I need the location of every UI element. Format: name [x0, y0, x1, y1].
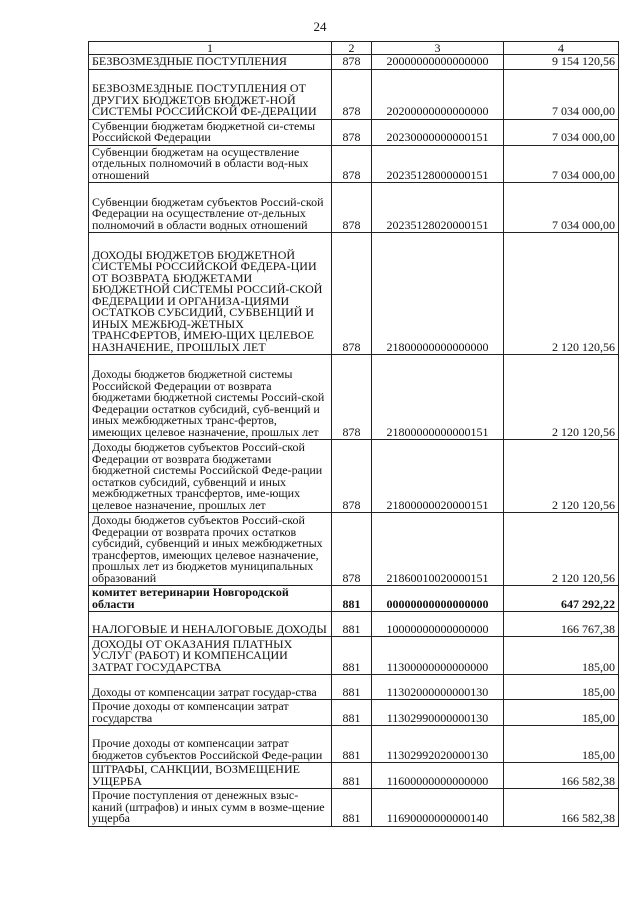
- row-classification-code-cell: 21800000000000000: [372, 233, 504, 355]
- row-classification-code-cell: 20000000000000000: [372, 55, 504, 70]
- header-col-3: 3: [372, 42, 504, 55]
- row-classification-code-cell: 00000000000000000: [372, 586, 504, 612]
- row-classification-code-cell: 11300000000000000: [372, 637, 504, 675]
- table-row: [89, 700, 619, 726]
- row-admin-code-cell: 878: [332, 233, 372, 355]
- row-name-cell: Прочие доходы от компенсации затрат бюджетов субъектов Российской Феде-рации: [89, 726, 332, 763]
- header-col-1: 1: [89, 42, 332, 55]
- row-amount-cell: 185,00: [504, 700, 619, 726]
- row-amount-cell: 185,00: [504, 637, 619, 675]
- table-row: [89, 440, 619, 513]
- row-admin-code-cell: 881: [332, 763, 372, 789]
- row-classification-code-cell: 11600000000000000: [372, 763, 504, 789]
- row-name-cell: БЕЗВОЗМЕЗДНЫЕ ПОСТУПЛЕНИЯ: [89, 55, 332, 70]
- row-name-cell: ШТРАФЫ, САНКЦИИ, ВОЗМЕЩЕНИЕ УЩЕРБА: [89, 763, 332, 789]
- row-name-cell: Доходы от компенсации затрат государ-ства: [89, 675, 332, 700]
- row-name-cell: ДОХОДЫ БЮДЖЕТОВ БЮДЖЕТНОЙ СИСТЕМЫ РОССИЙСКОЙ ФЕДЕРА-ЦИИ ОТ ВОЗВРАТА БЮДЖЕТАМИ БЮДЖЕТНОЙ СИСТЕМЫ РОССИЙ-СКОЙ ФЕДЕРАЦИИ И ОРГАНИЗА-ЦИЯМИ ОСТАТКОВ СУБСИДИЙ, СУБВЕНЦИЙ И ИНЫХ МЕЖБЮД-ЖЕТНЫХ ТРАНСФЕРТОВ, ИМЕЮ-ЩИХ ЦЕЛЕВОЕ НАЗНАЧЕНИЕ, ПРОШЛЫХ ЛЕТ: [89, 233, 332, 355]
- row-classification-code-cell: 11690000000000140: [372, 789, 504, 827]
- table-row: [89, 513, 619, 586]
- row-name-cell: Субвенции бюджетам бюджетной си-стемы Российской Федерации: [89, 119, 332, 145]
- row-admin-code-cell: 878: [332, 69, 372, 119]
- row-admin-code-cell: 881: [332, 637, 372, 675]
- row-classification-code-cell: 21800000000000151: [372, 355, 504, 440]
- row-amount-cell: 2 120 120,56: [504, 513, 619, 586]
- row-classification-code-cell: 21800000020000151: [372, 440, 504, 513]
- revenue-table: [88, 41, 619, 827]
- row-amount-cell: 166 582,38: [504, 789, 619, 827]
- row-name-cell: Субвенции бюджетам на осуществление отдельных полномочий в области вод-ных отношений: [89, 145, 332, 183]
- row-admin-code-cell: 881: [332, 586, 372, 612]
- row-classification-code-cell: 11302990000000130: [372, 700, 504, 726]
- page-number: 24: [313, 19, 327, 34]
- row-classification-code-cell: 10000000000000000: [372, 612, 504, 637]
- row-amount-cell: 9 154 120,56: [504, 55, 619, 70]
- row-name-cell: БЕЗВОЗМЕЗДНЫЕ ПОСТУПЛЕНИЯ ОТ ДРУГИХ БЮДЖЕТОВ БЮДЖЕТ-НОЙ СИСТЕМЫ РОССИЙСКОЙ ФЕ-ДЕРАЦИИ: [89, 69, 332, 119]
- row-amount-cell: 2 120 120,56: [504, 233, 619, 355]
- table-row: [89, 726, 619, 763]
- row-amount-cell: 166 582,38: [504, 763, 619, 789]
- table-row: [89, 612, 619, 637]
- row-admin-code-cell: 878: [332, 119, 372, 145]
- row-name-cell: Доходы бюджетов субъектов Россий-ской Федерации от возврата прочих остатков субсидий, субвенций и иных межбюджетных трансфертов, имеющих целевое назначение, прошлых лет из бюджетов муниципальных образований: [89, 513, 332, 586]
- row-admin-code-cell: 881: [332, 726, 372, 763]
- row-classification-code-cell: 11302000000000130: [372, 675, 504, 700]
- table-row: [89, 586, 619, 612]
- row-classification-code-cell: 20200000000000000: [372, 69, 504, 119]
- row-admin-code-cell: 878: [332, 55, 372, 70]
- row-admin-code-cell: 878: [332, 145, 372, 183]
- table-row: [89, 145, 619, 183]
- row-admin-code-cell: 881: [332, 789, 372, 827]
- row-admin-code-cell: 881: [332, 700, 372, 726]
- table-row: [89, 233, 619, 355]
- table-row: [89, 183, 619, 233]
- row-admin-code-cell: 878: [332, 513, 372, 586]
- row-name-cell: Доходы бюджетов бюджетной системы Российской Федерации от возврата бюджетами бюджетной системы Россий-ской Федерации остатков субсидий, суб-венций и иных межбюджетных транс-фертов, имеющих целевое назначение, прошлых лет: [89, 355, 332, 440]
- row-admin-code-cell: 881: [332, 675, 372, 700]
- table-row: [89, 675, 619, 700]
- table-row: [89, 355, 619, 440]
- table-header-row: [89, 42, 619, 55]
- row-name-cell: Субвенции бюджетам субъектов Россий-ской Федерации на осуществление от-дельных полномочий в области водных отношений: [89, 183, 332, 233]
- row-amount-cell: 7 034 000,00: [504, 69, 619, 119]
- row-amount-cell: 185,00: [504, 726, 619, 763]
- table-row: [89, 789, 619, 827]
- table-row: [89, 55, 619, 70]
- row-classification-code-cell: 11302992020000130: [372, 726, 504, 763]
- row-amount-cell: 7 034 000,00: [504, 183, 619, 233]
- row-amount-cell: 2 120 120,56: [504, 355, 619, 440]
- table-row: [89, 119, 619, 145]
- row-name-cell: НАЛОГОВЫЕ И НЕНАЛОГОВЫЕ ДОХОДЫ: [89, 612, 332, 637]
- row-name-cell: ДОХОДЫ ОТ ОКАЗАНИЯ ПЛАТНЫХ УСЛУГ (РАБОТ) И КОМПЕНСАЦИИ ЗАТРАТ ГОСУДАРСТВА: [89, 637, 332, 675]
- row-admin-code-cell: 878: [332, 355, 372, 440]
- row-name-cell: Прочие поступления от денежных взыс-каний (штрафов) и иных сумм в возме-щение ущерба: [89, 789, 332, 827]
- row-name-cell: Прочие доходы от компенсации затрат государства: [89, 700, 332, 726]
- row-name-cell: комитет ветеринарии Новгородской области: [89, 586, 332, 612]
- table-row: [89, 69, 619, 119]
- row-admin-code-cell: 878: [332, 183, 372, 233]
- row-name-cell: Доходы бюджетов субъектов Россий-ской Федерации от возврата бюджетами бюджетной системы Российской Феде-рации остатков субсидий, субвенций и иных межбюджетных трансфертов, име-ющих целевое назначение, прошлых лет: [89, 440, 332, 513]
- header-col-4: 4: [504, 42, 619, 55]
- row-amount-cell: 166 767,38: [504, 612, 619, 637]
- row-classification-code-cell: 20235128020000151: [372, 183, 504, 233]
- row-admin-code-cell: 878: [332, 440, 372, 513]
- row-classification-code-cell: 20230000000000151: [372, 119, 504, 145]
- row-amount-cell: 2 120 120,56: [504, 440, 619, 513]
- row-classification-code-cell: 20235128000000151: [372, 145, 504, 183]
- row-amount-cell: 647 292,22: [504, 586, 619, 612]
- row-classification-code-cell: 21860010020000151: [372, 513, 504, 586]
- header-col-2: 2: [332, 42, 372, 55]
- table-row: [89, 763, 619, 789]
- table-row: [89, 637, 619, 675]
- row-amount-cell: 7 034 000,00: [504, 119, 619, 145]
- row-amount-cell: 7 034 000,00: [504, 145, 619, 183]
- row-admin-code-cell: 881: [332, 612, 372, 637]
- row-amount-cell: 185,00: [504, 675, 619, 700]
